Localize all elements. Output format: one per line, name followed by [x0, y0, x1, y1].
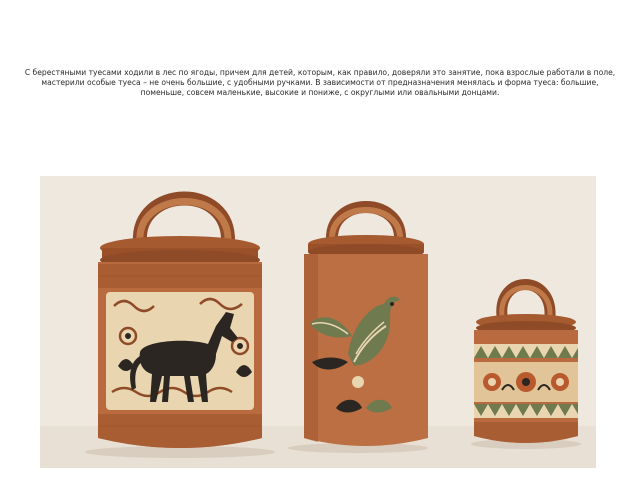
slide-caption: С берестяными туесами ходили в лес по ягоды, причем для детей, которым, как правило, доверяли это занятие, пока взрослые работали в поле, мастерили особые туеса – не очень большие, с удобными ручками. В зависимости от предназначения менялась и форма туеса: большие, поменьше, совсем маленькие, высокие и пониже, с округлыми или овальными донцами. [24, 68, 616, 97]
tuesa-photo [40, 176, 596, 468]
floral-band-motif [483, 372, 569, 392]
medium-tues [304, 207, 428, 446]
